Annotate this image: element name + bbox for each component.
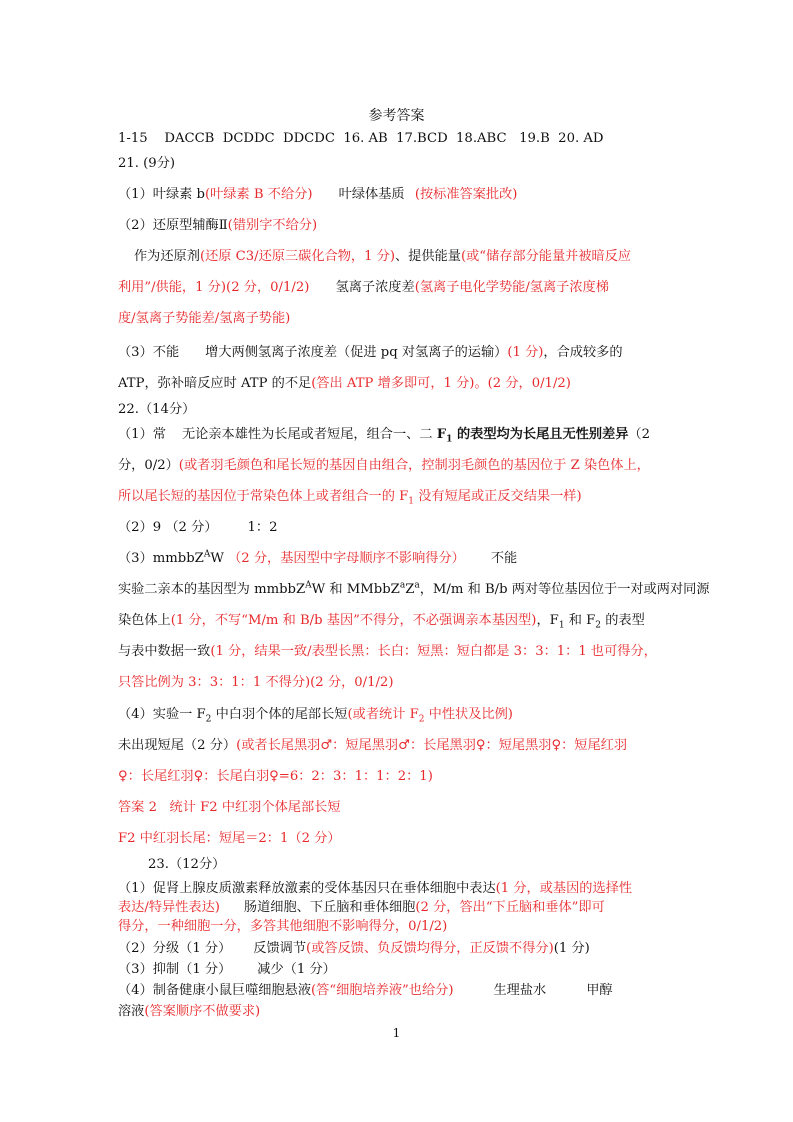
q21-1-answer-2: 叶绿体基质 [338, 187, 405, 202]
q22-10d: (或者统计 F [347, 707, 419, 722]
q22-line-11 [118, 737, 627, 754]
q22-line-4 [118, 519, 277, 536]
q22-7e: 和 F [564, 613, 596, 628]
q21-6d: ，合成较多的 [543, 345, 623, 360]
q23-6a: （4）制备健康小鼠巨噬细胞悬液 [118, 983, 312, 998]
q23-6c: 生理盐水 [493, 983, 547, 998]
q22-line-5 [118, 550, 517, 567]
q21-7c: 。 [474, 376, 488, 391]
q22-6e: Z [405, 582, 415, 597]
q22-1d: 1 [446, 434, 453, 445]
q22-line-14: F2 中红羽长尾：短尾＝2：1（2 分） [118, 831, 341, 846]
q21-6c: (1 分) [507, 345, 544, 360]
q22-line-9 [118, 674, 393, 691]
q21-1-answer: （1）叶绿素 b [118, 187, 205, 202]
q21-2-note: (错别字不给分) [227, 218, 318, 233]
q21-4b: (2 分，0/1/2) [226, 280, 310, 295]
q23-7a: 溶液 [118, 1004, 145, 1019]
q21-2-answer: （2）还原型辅酶Ⅱ [118, 218, 228, 233]
q21-7b: (答出 ATP 增多即可，1 分) [311, 376, 475, 391]
q23-4a: （2）分级（1 分） [118, 941, 232, 956]
q22-line-13: 答案 2 统计 F2 中红羽个体尾部长短 [118, 800, 341, 815]
q22-11a: 未出现短尾（2 分） [118, 738, 237, 753]
q21-6b: 增大两侧氢离子浓度差（促进 pq 对氢离子的运输） [205, 345, 508, 360]
q21-4c: 氢离子浓度差 [335, 280, 415, 295]
q22-7a: 染色体上 [118, 613, 171, 628]
q21-line-4 [118, 279, 609, 296]
q22-4c: 1：2 [247, 520, 278, 535]
q22-5e: 不能 [490, 551, 518, 566]
q22-1c: F [436, 427, 447, 442]
q22-4a: （2）9 [118, 520, 162, 535]
q21-4a: 利用”/供能，1 分) [118, 280, 227, 295]
q22-7d: 1 [558, 620, 565, 631]
q22-11b: (或者长尾黑羽♂：短尾黑羽♂：长尾黑羽♀：短尾黑羽♀：短尾红羽 [236, 738, 628, 753]
q21-6a: （3）不能 [118, 345, 180, 360]
q22-5c: W [210, 551, 224, 566]
q22-1a: （1）常 [118, 427, 166, 442]
q23-heading: 23.（12分） [148, 857, 226, 872]
q21-1-note: (叶绿素 B 不给分) [204, 187, 313, 202]
q21-line-3 [134, 248, 631, 265]
q22-5d: （2 分，基因型中字母顺序不影响得分） [228, 551, 465, 566]
q22-line-7 [118, 612, 645, 629]
answers-1-20: 1-15 DACCB DCDDC DDCDC 16. AB 17.BCD 18.ABC 19.B 20. AD [118, 131, 604, 146]
q22-line-12: ♀：长尾红羽♀：长尾白羽♀=6：2：3：1：1：2：1) [118, 769, 433, 784]
q22-10c: 中白羽个体的尾部长短 [211, 707, 348, 722]
q22-line-3 [118, 488, 582, 505]
q21-line-7 [118, 375, 571, 392]
q23-4d: (1 分) [553, 941, 590, 956]
q22-9b: (2 分，0/1/2) [310, 675, 394, 690]
q22-3c: 没有短尾或正反交结果一样) [414, 489, 582, 504]
q22-6g: ，M/m 和 B/b 两对等位基因位于一对或两对同源 [419, 582, 710, 597]
q23-line-6 [118, 982, 613, 999]
q23-2a: 表达/特异性表达) [118, 900, 220, 915]
q23-5b: 减少（1 分） [257, 962, 336, 977]
q21-7a: ATP，弥补暗反应时 ATP 的不足 [118, 376, 312, 391]
q22-5a: （3）mmbbZ [118, 551, 204, 566]
q22-10f: 中性状及比例) [424, 707, 513, 722]
q23-2b: 肠道细胞、下丘脑和垂体细胞 [243, 900, 416, 915]
q22-2a: 分，0/2） [118, 458, 179, 473]
q22-6a: 实验二亲本的基因型为 mmbbZ [118, 582, 306, 597]
q21-3d: (或“储存部分能量并被暗反应 [460, 249, 632, 264]
q22-1f: （2 [628, 427, 650, 442]
q21-4d: (氢离子电化学势能/氢离子浓度梯 [414, 280, 609, 295]
q22-6b: A [305, 580, 312, 591]
page-number: 1 [392, 1026, 401, 1040]
q22-2b: (或者羽毛颜色和尾长短的基因自由组合，控制羽毛颜色的基因位于 Z 染色体上， [178, 458, 650, 473]
q23-2c: (2 分，答出“下丘脑和垂体”即可 [415, 900, 605, 915]
q22-6d: a [399, 580, 406, 591]
q22-5b: A [203, 549, 211, 560]
q22-8a: 与表中数据一致 [118, 644, 211, 659]
q23-line-3: 得分，一种细胞一分，多答其他细胞不影响得分，0/1/2) [118, 919, 448, 934]
q23-line-2 [118, 899, 605, 916]
q21-line-6 [118, 344, 623, 361]
q22-6c: W 和 MMbbZ [311, 582, 400, 597]
q22-1b: 无论亲本雄性为长尾或者短尾，组合一、二 [181, 427, 437, 442]
q21-1-note-2: (按标准答案批改) [414, 187, 518, 202]
q22-line-1 [118, 426, 650, 443]
q22-line-2 [118, 457, 650, 474]
q21-line-2 [118, 217, 317, 234]
q21-line-1 [118, 186, 517, 203]
q22-7b: (1 分，不写“M/m 和 B/b 基因”不得分，不必强调亲本基因型) [170, 613, 537, 628]
q22-line-6 [118, 581, 710, 598]
q21-heading: 21. (9分) [118, 156, 176, 171]
q23-6d: 甲醇 [586, 983, 613, 998]
q23-4c: (或答反馈、负反馈均得分，正反馈不得分) [306, 941, 554, 956]
q23-line-4 [118, 940, 590, 957]
q22-7c: ，F [536, 613, 559, 628]
q22-heading: 22.（14分） [118, 402, 196, 417]
q22-10a: （4）实验一 F [118, 707, 206, 722]
q21-7d: (2 分，0/1/2) [487, 376, 571, 391]
q21-3c: 、提供能量 [395, 249, 461, 264]
q23-line-5 [118, 961, 336, 978]
page-title: 参考答案 [368, 108, 425, 124]
q22-1e: 的表型均为长尾且无性别差异 [452, 427, 629, 442]
q23-1b: (1 分，或基因的选择性 [495, 881, 633, 896]
q22-line-8 [118, 643, 657, 660]
q23-line-7 [118, 1003, 260, 1020]
q22-10e: 2 [418, 714, 425, 725]
q22-4b: （2 分） [165, 520, 218, 535]
q22-7f: 2 [595, 620, 602, 631]
q22-10b: 2 [205, 714, 212, 725]
q21-line-5: 度/氢离子势能差/氢离子势能) [118, 311, 291, 326]
q21-3a: 作为还原剂 [134, 249, 200, 264]
q21-3b: (还原 C3/还原三碳化合物，1 分) [199, 249, 395, 264]
q23-5a: （3）抑制（1 分） [118, 962, 232, 977]
q23-6b: (答“细胞培养液”也给分) [311, 983, 454, 998]
q22-7g: 的表型 [601, 613, 645, 628]
q23-4b: 反馈调节 [253, 941, 307, 956]
q22-6f: a [414, 580, 420, 591]
q22-9a: 只答比例为 3：3：1：1 不得分) [118, 675, 311, 690]
q23-line-1 [118, 880, 632, 897]
q22-line-10 [118, 706, 513, 723]
q22-3a: 所以尾长短的基因位于常染色体上或者组合一的 F [118, 489, 409, 504]
q22-8b: (1 分，结果一致/表型长黑：长白：短黑：短白都是 3：3：1：1 也可得分， [210, 644, 657, 659]
q23-1a: （1）促肾上腺皮质激素释放激素的受体基因只在垂体细胞中表达 [118, 881, 496, 896]
q22-3b: 1 [408, 496, 415, 507]
q23-7b: (答案顺序不做要求) [144, 1004, 261, 1019]
